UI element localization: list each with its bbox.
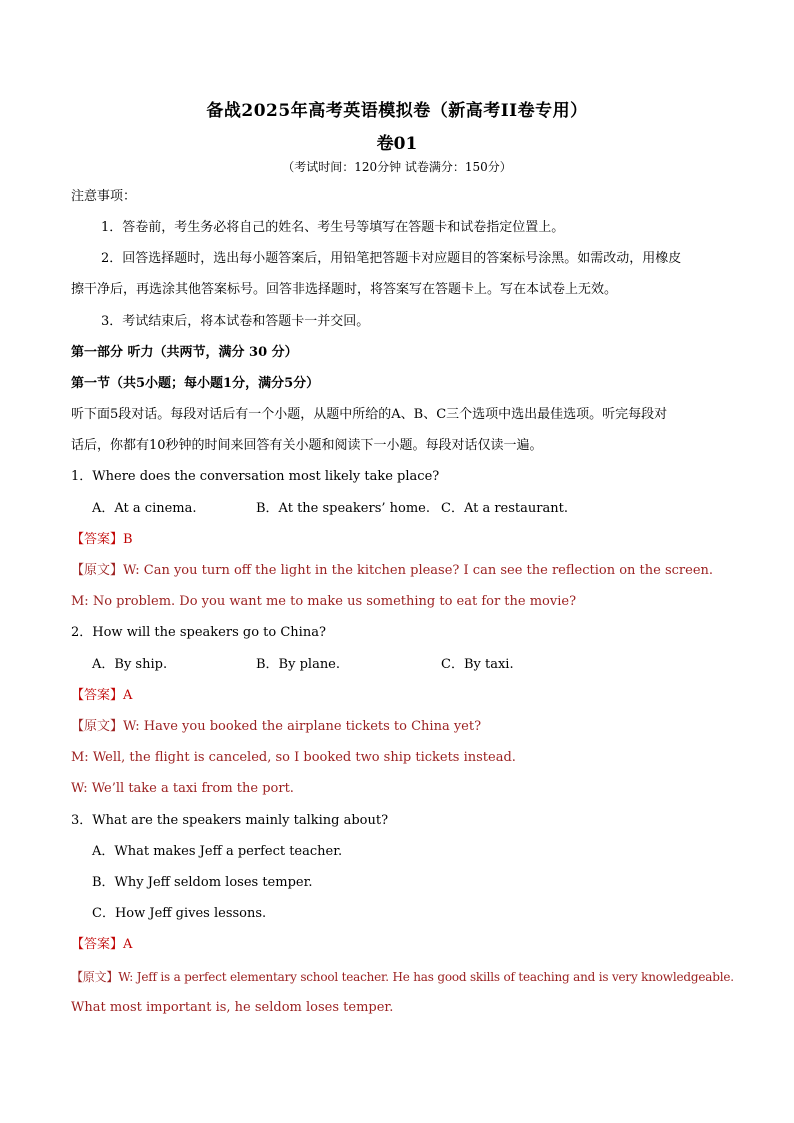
- option-b: B．By plane.: [256, 657, 341, 672]
- answer-line: [71, 688, 132, 704]
- question-stem: 1．Where does the conversation most likely take place?: [71, 469, 440, 484]
- notes-heading: 注意事项：: [71, 189, 137, 204]
- option-c: C．At a restaurant.: [441, 501, 568, 516]
- original-label: 【原文】: [71, 970, 119, 984]
- section-heading: 第一节（共5小题；每小题1分，满分5分）: [71, 376, 320, 391]
- option-b: B．Why Jeff seldom loses temper.: [92, 875, 313, 890]
- transcript-text: W: Have you booked the airplane tickets to China yet?: [123, 719, 482, 734]
- part-heading: 第一部分 听力（共两节，满分 30 分）: [71, 345, 298, 360]
- transcript-text: W: Jeff is a perfect elementary school teacher. He has good skills of teaching and is very knowledgeable.: [118, 970, 734, 984]
- answer-label: 【答案】: [71, 532, 124, 547]
- answer-label: 【答案】: [71, 937, 124, 952]
- section-instructions: 听下面5段对话。每段对话后有一个小题，从题中所给的A、B、C三个选项中选出最佳选项。听完每段对: [71, 407, 668, 422]
- answer-value: A: [123, 688, 133, 703]
- transcript-line: [71, 563, 713, 579]
- option-a: A．By ship.: [92, 657, 168, 672]
- transcript-line: [71, 969, 734, 985]
- answer-value: B: [123, 532, 133, 547]
- transcript-line: M: No problem. Do you want me to make us something to eat for the movie?: [71, 594, 577, 609]
- note-item-continued: 擦干净后，再选涂其他答案标号。回答非选择题时，将答案写在答题卡上。写在本试卷上无效。: [71, 282, 618, 297]
- transcript-line: M: Well, the flight is canceled, so I booked two ship tickets instead.: [71, 750, 516, 765]
- transcript-line: W: We’ll take a taxi from the port.: [71, 781, 294, 796]
- option-c: C．By taxi.: [441, 657, 514, 672]
- original-label: 【原文】: [71, 563, 124, 578]
- transcript-text: W: Can you turn off the light in the kitchen please? I can see the reflection on the screen.: [123, 563, 714, 578]
- answer-line: [71, 532, 133, 548]
- transcript-line: [71, 719, 481, 735]
- note-item: 2．回答选择题时，选出每小题答案后，用铅笔把答题卡对应题目的答案标号涂黑。如需改动，用橡皮: [101, 251, 682, 266]
- original-label: 【原文】: [71, 719, 124, 734]
- answer-line: [71, 937, 132, 953]
- section-instructions: 话后，你都有10秒钟的时间来回答有关小题和阅读下一小题。每段对话仅读一遍。: [71, 438, 543, 453]
- answer-value: A: [123, 937, 133, 952]
- exam-meta: （考试时间：120分钟 试卷满分：150分）: [282, 160, 512, 174]
- page-title: 备战2025年高考英语模拟卷（新高考II卷专用）: [206, 101, 588, 121]
- option-a: A．What makes Jeff a perfect teacher.: [92, 844, 343, 859]
- option-c: C．How Jeff gives lessons.: [92, 906, 267, 921]
- paper-number: 卷01: [376, 134, 418, 154]
- answer-label: 【答案】: [71, 688, 124, 703]
- transcript-line: What most important is, he seldom loses temper.: [71, 1000, 394, 1015]
- note-item: 3．考试结束后，将本试卷和答题卡一并交回。: [101, 314, 370, 329]
- question-stem: 2．How will the speakers go to China?: [71, 625, 326, 640]
- note-item: 1．答卷前，考生务必将自己的姓名、考生号等填写在答题卡和试卷指定位置上。: [101, 220, 565, 235]
- option-a: A．At a cinema.: [92, 501, 197, 516]
- option-b: B．At the speakers’ home.: [256, 501, 431, 516]
- question-stem: 3．What are the speakers mainly talking about?: [71, 813, 389, 828]
